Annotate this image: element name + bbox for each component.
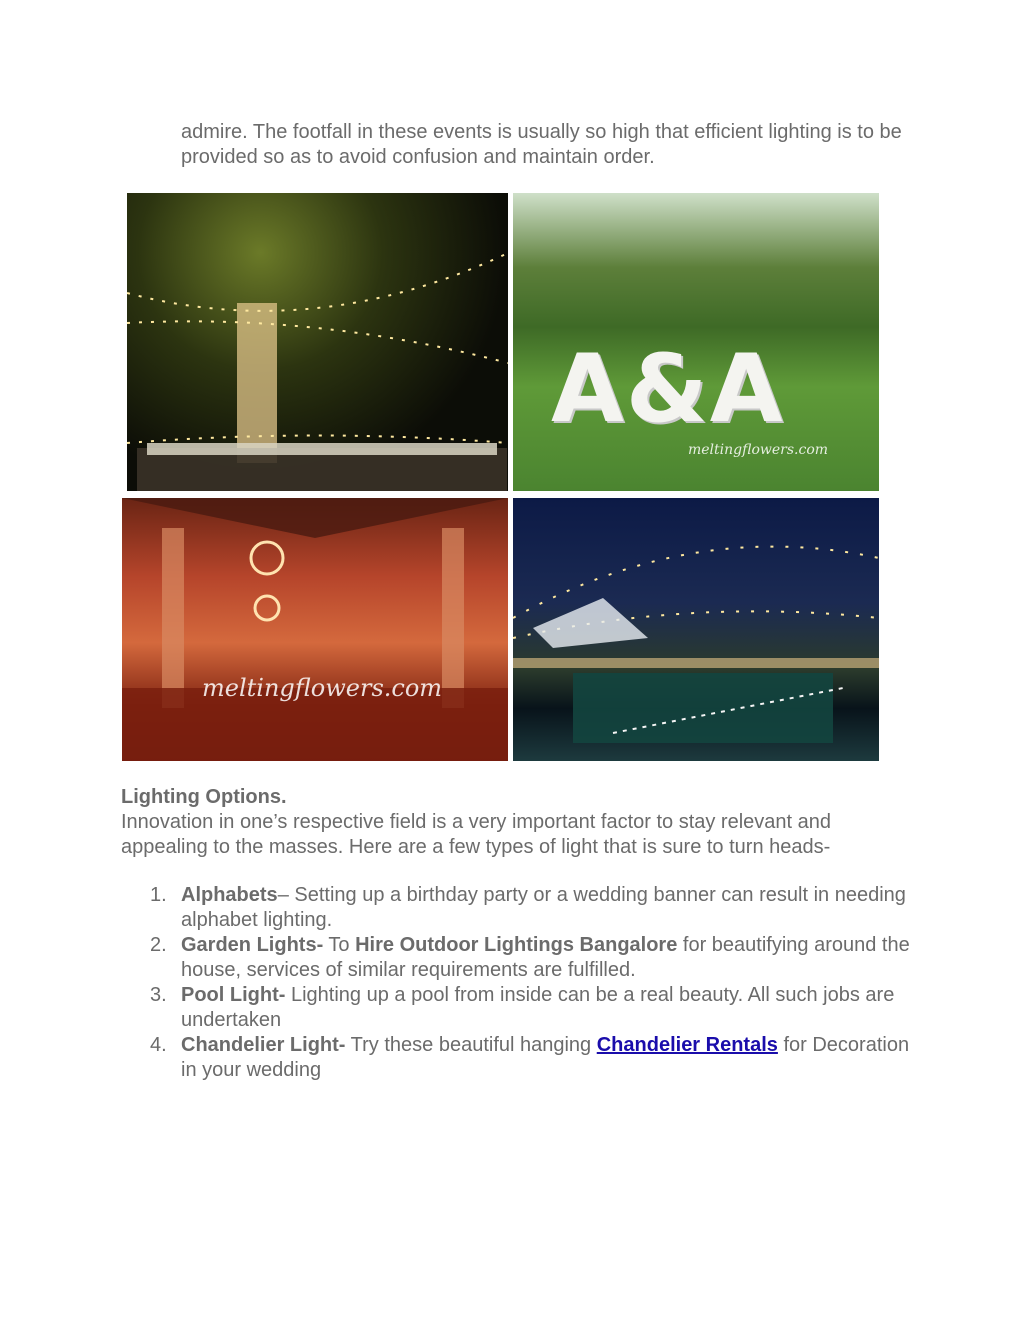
pool-lights-photo: [513, 498, 879, 761]
lighting-options-list: [150, 883, 911, 1083]
list-item: [150, 983, 911, 1033]
item-number: 3.: [150, 984, 167, 1006]
lighting-photo-collage: [122, 193, 879, 761]
watermark-text: meltingflowers.com: [202, 674, 443, 702]
string-lights-graphic: [127, 193, 508, 491]
item-text: Lighting up a pool from inside can be a real beauty. All such jobs are undertaken: [181, 984, 895, 1031]
tree-string-lights-photo: [127, 193, 508, 491]
garden-letters-photo: [513, 193, 879, 491]
chandelier-graphic: [122, 498, 508, 761]
list-item: [150, 1033, 911, 1083]
watermark-text: meltingflowers.com: [688, 442, 829, 458]
lighting-options-heading: Lighting Options.: [121, 786, 287, 808]
intro-paragraph: admire. The footfall in these events is usually so high that efficient lighting is to be provided so as to avoid confusion and maintain order.: [181, 121, 902, 168]
item-title: Pool Light-: [181, 984, 286, 1006]
item-text: for beautifying around the house, services of similar requirements are fulfilled.: [181, 934, 910, 981]
pool-lights-graphic: [513, 498, 879, 761]
letter-lights: A&A: [551, 335, 785, 444]
item-text: Try these beautiful hanging: [345, 1034, 597, 1056]
item-title: Alphabets: [181, 884, 278, 906]
item-text: To: [323, 934, 356, 956]
item-text: for Decoration in your wedding: [181, 1034, 910, 1081]
list-item: [150, 933, 911, 983]
item-title: Garden Lights-: [181, 934, 324, 956]
item-title: Chandelier Light-: [181, 1034, 346, 1056]
item-number: 4.: [150, 1034, 167, 1056]
body-paragraph: Innovation in one’s respective field is a very important factor to stay relevant and appealing to the masses. Here are a few types of light that is sure to turn heads-: [121, 811, 832, 858]
item-number: 1.: [150, 884, 167, 906]
item-text: – Setting up a birthday party or a wedding banner can result in needing alphabet lighting.: [181, 884, 906, 931]
hall-chandelier-photo: [122, 498, 508, 761]
chandelier-rentals-link[interactable]: Chandelier Rentals: [596, 1034, 778, 1056]
item-number: 2.: [150, 934, 167, 956]
item-bold-phrase: Hire Outdoor Lightings Bangalore: [355, 934, 678, 956]
list-item: [150, 883, 911, 933]
